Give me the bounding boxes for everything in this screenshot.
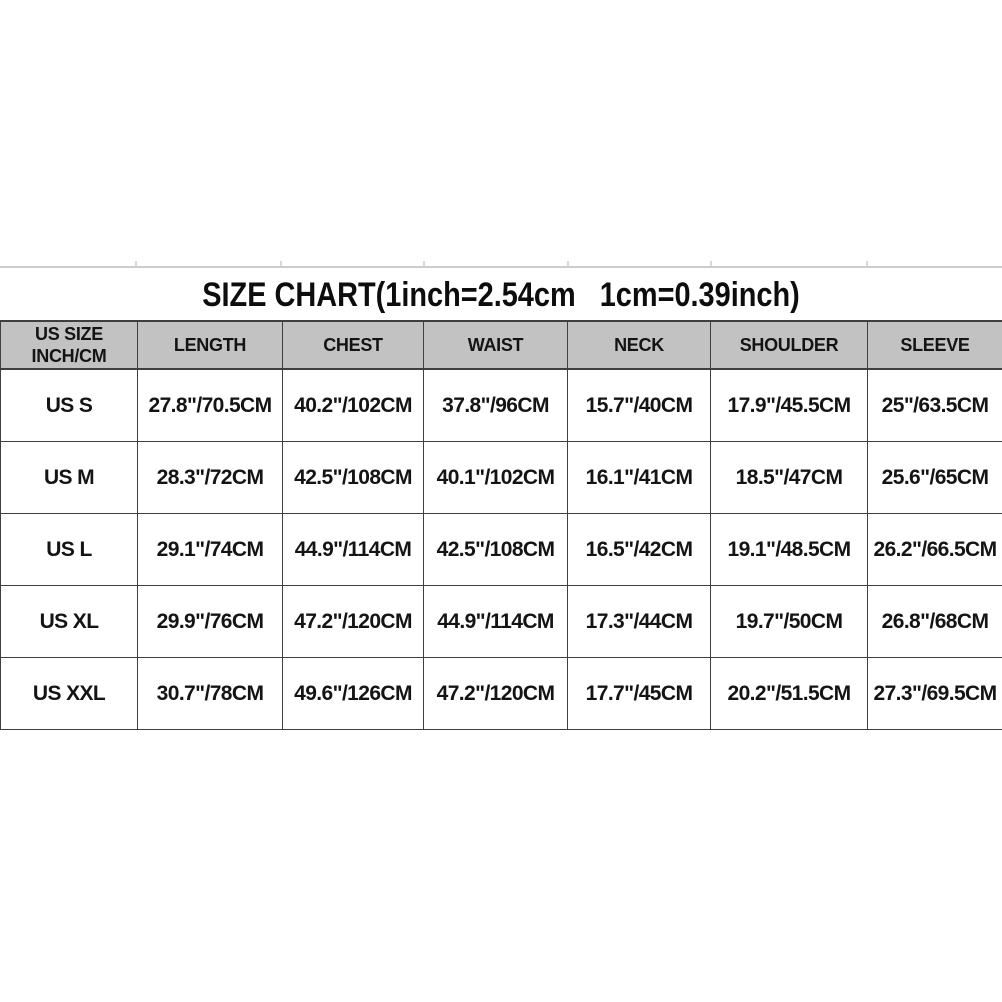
measurement-cell: 42.5"/108CM bbox=[424, 514, 568, 586]
page-title: SIZE CHART(1inch=2.54cm 1cm=0.39inch) bbox=[202, 276, 800, 314]
measurement-cell: 47.2"/120CM bbox=[283, 586, 424, 658]
measurement-cell: 19.1"/48.5CM bbox=[711, 514, 868, 586]
measurement-cell: 25"/63.5CM bbox=[868, 369, 1002, 442]
measurement-cell: 26.8"/68CM bbox=[868, 586, 1002, 658]
table-row-us-l bbox=[1, 514, 1002, 586]
measurement-cell: 29.9"/76CM bbox=[138, 586, 283, 658]
measurement-cell: 49.6"/126CM bbox=[283, 658, 424, 730]
column-tick bbox=[135, 261, 137, 266]
measurement-cell: 17.9"/45.5CM bbox=[711, 369, 868, 442]
table-row-us-xl bbox=[1, 586, 1002, 658]
measurement-cell: 19.7"/50CM bbox=[711, 586, 868, 658]
size-cell: US S bbox=[1, 369, 138, 442]
column-header-waist: WAIST bbox=[424, 321, 568, 369]
column-tick bbox=[280, 261, 282, 266]
column-header-length: LENGTH bbox=[138, 321, 283, 369]
measurement-cell: 17.7"/45CM bbox=[568, 658, 711, 730]
measurement-cell: 44.9"/114CM bbox=[283, 514, 424, 586]
measurement-cell: 27.3"/69.5CM bbox=[868, 658, 1002, 730]
header-row bbox=[1, 321, 1002, 369]
measurement-cell: 42.5"/108CM bbox=[283, 442, 424, 514]
measurement-cell: 37.8"/96CM bbox=[424, 369, 568, 442]
measurement-cell: 30.7"/78CM bbox=[138, 658, 283, 730]
measurement-cell: 40.1"/102CM bbox=[424, 442, 568, 514]
measurement-cell: 16.5"/42CM bbox=[568, 514, 711, 586]
cropped-table-top-edge bbox=[0, 266, 1002, 268]
measurement-cell: 47.2"/120CM bbox=[424, 658, 568, 730]
size-cell: US XXL bbox=[1, 658, 138, 730]
size-table bbox=[0, 320, 1002, 730]
size-cell: US L bbox=[1, 514, 138, 586]
header-line-1: US SIZE bbox=[35, 323, 103, 344]
column-header-sleeve: SLEEVE bbox=[868, 321, 1002, 369]
measurement-cell: 28.3"/72CM bbox=[138, 442, 283, 514]
table-row-us-s bbox=[1, 369, 1002, 442]
table-row-us-xxl bbox=[1, 658, 1002, 730]
measurement-cell: 17.3"/44CM bbox=[568, 586, 711, 658]
column-tick bbox=[866, 261, 868, 266]
column-header-us-size bbox=[1, 321, 138, 369]
measurement-cell: 25.6"/65CM bbox=[868, 442, 1002, 514]
column-tick bbox=[423, 261, 425, 266]
table-row-us-m bbox=[1, 442, 1002, 514]
column-header-neck: NECK bbox=[568, 321, 711, 369]
measurement-cell: 27.8"/70.5CM bbox=[138, 369, 283, 442]
measurement-cell: 29.1"/74CM bbox=[138, 514, 283, 586]
measurement-cell: 18.5"/47CM bbox=[711, 442, 868, 514]
header-line-2: INCH/CM bbox=[31, 346, 107, 366]
measurement-cell: 26.2"/66.5CM bbox=[868, 514, 1002, 586]
column-tick bbox=[710, 261, 712, 266]
measurement-cell: 20.2"/51.5CM bbox=[711, 658, 868, 730]
size-cell: US M bbox=[1, 442, 138, 514]
column-header-chest: CHEST bbox=[283, 321, 424, 369]
measurement-cell: 44.9"/114CM bbox=[424, 586, 568, 658]
column-header-shoulder: SHOULDER bbox=[711, 321, 868, 369]
measurement-cell: 40.2"/102CM bbox=[283, 369, 424, 442]
column-tick bbox=[567, 261, 569, 266]
size-cell: US XL bbox=[1, 586, 138, 658]
measurement-cell: 16.1"/41CM bbox=[568, 442, 711, 514]
measurement-cell: 15.7"/40CM bbox=[568, 369, 711, 442]
